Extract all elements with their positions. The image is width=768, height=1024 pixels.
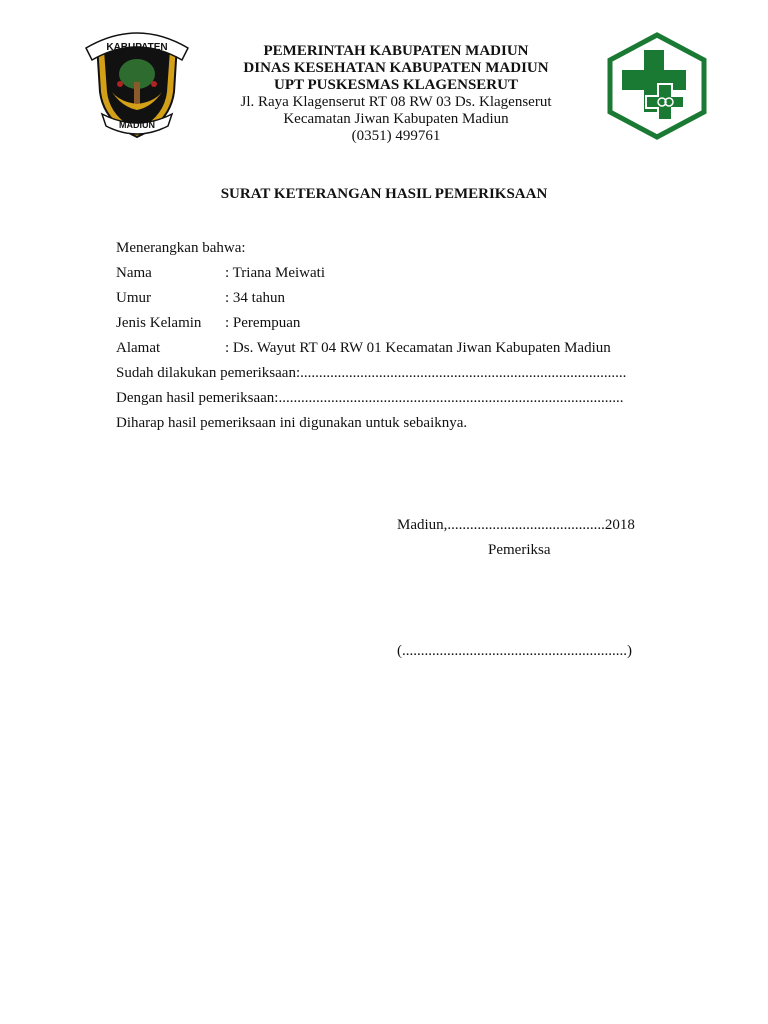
pemeriksaan-line: Sudah dilakukan pemeriksaan:....................................................................................... [116,365,627,381]
letterhead-district: Kecamatan Jiwan Kabupaten Madiun [283,111,509,127]
letterhead-line-3: UPT PUSKESMAS KLAGENSERUT [274,77,518,93]
hasil-pemeriksaan-line: Dengan hasil pemeriksaan:............................................................................................ [116,390,624,406]
document-title: SURAT KETERANGAN HASIL PEMERIKSAAN [220,186,548,202]
letterhead-line-2: DINAS KESEHATAN KABUPATEN MADIUN [243,60,549,76]
letterhead-line-1: PEMERINTAH KABUPATEN MADIUN [263,43,529,59]
letterhead-phone: (0351) 499761 [351,128,441,144]
field-value-alamat: : Ds. Wayut RT 04 RW 01 Kecamatan Jiwan Kabupaten Madiun [225,340,611,356]
signature-name-line: (............................................................) [397,643,632,659]
intro-text: Menerangkan bahwa: [116,240,246,256]
field-value-jenis-kelamin: : Perempuan [225,315,301,331]
letterhead [200,43,592,145]
kabupaten-madiun-emblem-icon [82,22,192,140]
emblem-top-text: KABUPATEN [106,42,168,53]
field-label-umur: Umur [116,290,151,306]
field-value-umur: : 34 tahun [225,290,285,306]
puskesmas-logo-icon [606,32,708,140]
emblem-bottom-text: MADIUN [119,120,155,130]
field-label-nama: Nama [116,265,152,281]
closing-text: Diharap hasil pemeriksaan ini digunakan untuk sebaiknya. [116,415,468,431]
field-label-alamat: Alamat [116,340,161,356]
place-date: Madiun,..........................................2018 [397,517,635,533]
letterhead-address: Jl. Raya Klagenserut RT 08 RW 03 Ds. Klagenserut [240,94,552,110]
field-label-jenis-kelamin: Jenis Kelamin [116,315,202,331]
examiner-role: Pemeriksa [488,542,551,558]
field-value-nama: : Triana Meiwati [225,265,325,281]
